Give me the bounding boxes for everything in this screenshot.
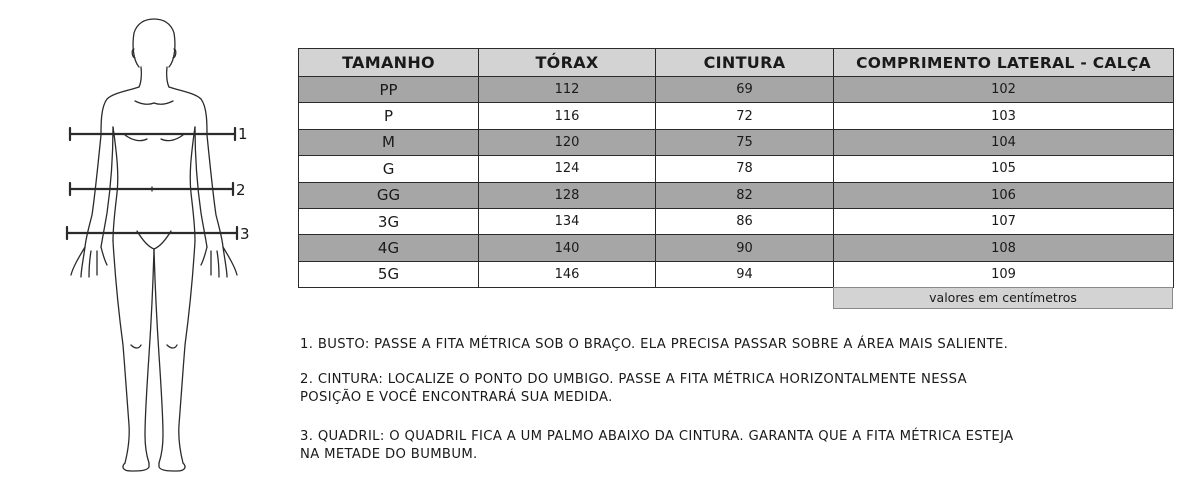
instruction-line: NA METADE DO BUMBUM. — [300, 447, 478, 462]
instruction-hip — [300, 428, 1014, 464]
cell-side-length: 103 — [834, 103, 1174, 129]
cell-size: PP — [299, 77, 479, 103]
header-side-length: COMPRIMENTO LATERAL - CALÇA — [834, 49, 1174, 77]
cell-waist: 90 — [656, 235, 834, 261]
table-row — [299, 182, 1174, 208]
cell-side-length: 107 — [834, 208, 1174, 234]
cell-side-length: 106 — [834, 182, 1174, 208]
instruction-line: POSIÇÃO E VOCÊ ENCONTRARÁ SUA MEDIDA. — [300, 390, 613, 405]
instruction-line: 2. CINTURA: LOCALIZE O PONTO DO UMBIGO. PASSE A FITA MÉTRICA HORIZONTALMENTE NESSA — [300, 372, 967, 387]
cell-side-length: 109 — [834, 261, 1174, 287]
cell-waist: 75 — [656, 129, 834, 155]
cell-chest: 140 — [479, 235, 656, 261]
cell-chest: 146 — [479, 261, 656, 287]
table-row — [299, 77, 1174, 103]
body-measurement-figure — [55, 15, 255, 475]
cell-chest: 112 — [479, 77, 656, 103]
cell-chest: 116 — [479, 103, 656, 129]
cell-chest: 124 — [479, 156, 656, 182]
table-row — [299, 261, 1174, 287]
header-waist: CINTURA — [656, 49, 834, 77]
cell-side-length: 104 — [834, 129, 1174, 155]
unit-note: valores em centímetros — [833, 287, 1173, 309]
instruction-waist — [300, 371, 967, 407]
cell-waist: 78 — [656, 156, 834, 182]
cell-waist: 94 — [656, 261, 834, 287]
cell-waist: 69 — [656, 77, 834, 103]
instruction-line: 3. QUADRIL: O QUADRIL FICA A UM PALMO ABAIXO DA CINTURA. GARANTA QUE A FITA MÉTRICA ESTEJA — [300, 429, 1014, 444]
cell-waist: 82 — [656, 182, 834, 208]
bust-measure-line — [70, 128, 235, 140]
body-outline — [71, 19, 237, 471]
table-body — [299, 77, 1174, 288]
header-size: TAMANHO — [299, 49, 479, 77]
cell-side-length: 105 — [834, 156, 1174, 182]
cell-waist: 72 — [656, 103, 834, 129]
table-row — [299, 103, 1174, 129]
cell-size: G — [299, 156, 479, 182]
cell-waist: 86 — [656, 208, 834, 234]
measurement-markers — [236, 125, 250, 243]
hip-measure-line — [67, 227, 237, 239]
cell-side-length: 102 — [834, 77, 1174, 103]
cell-size: M — [299, 129, 479, 155]
instruction-bust — [300, 336, 1008, 354]
cell-size: 5G — [299, 261, 479, 287]
cell-side-length: 108 — [834, 235, 1174, 261]
header-chest: TÓRAX — [479, 49, 656, 77]
cell-chest: 134 — [479, 208, 656, 234]
cell-size: 4G — [299, 235, 479, 261]
instruction-line: 1. BUSTO: PASSE A FITA MÉTRICA SOB O BRAÇO. ELA PRECISA PASSAR SOBRE A ÁREA MAIS SALIENTE. — [300, 337, 1009, 352]
table-row — [299, 156, 1174, 182]
table-row — [299, 208, 1174, 234]
cell-size: 3G — [299, 208, 479, 234]
size-chart-table — [298, 48, 1174, 288]
marker-2: 2 — [236, 181, 246, 199]
table-header-row — [299, 49, 1174, 77]
table-row — [299, 235, 1174, 261]
table-row — [299, 129, 1174, 155]
cell-chest: 120 — [479, 129, 656, 155]
cell-size: P — [299, 103, 479, 129]
cell-chest: 128 — [479, 182, 656, 208]
marker-3: 3 — [240, 225, 250, 243]
marker-1: 1 — [238, 125, 248, 143]
cell-size: GG — [299, 182, 479, 208]
